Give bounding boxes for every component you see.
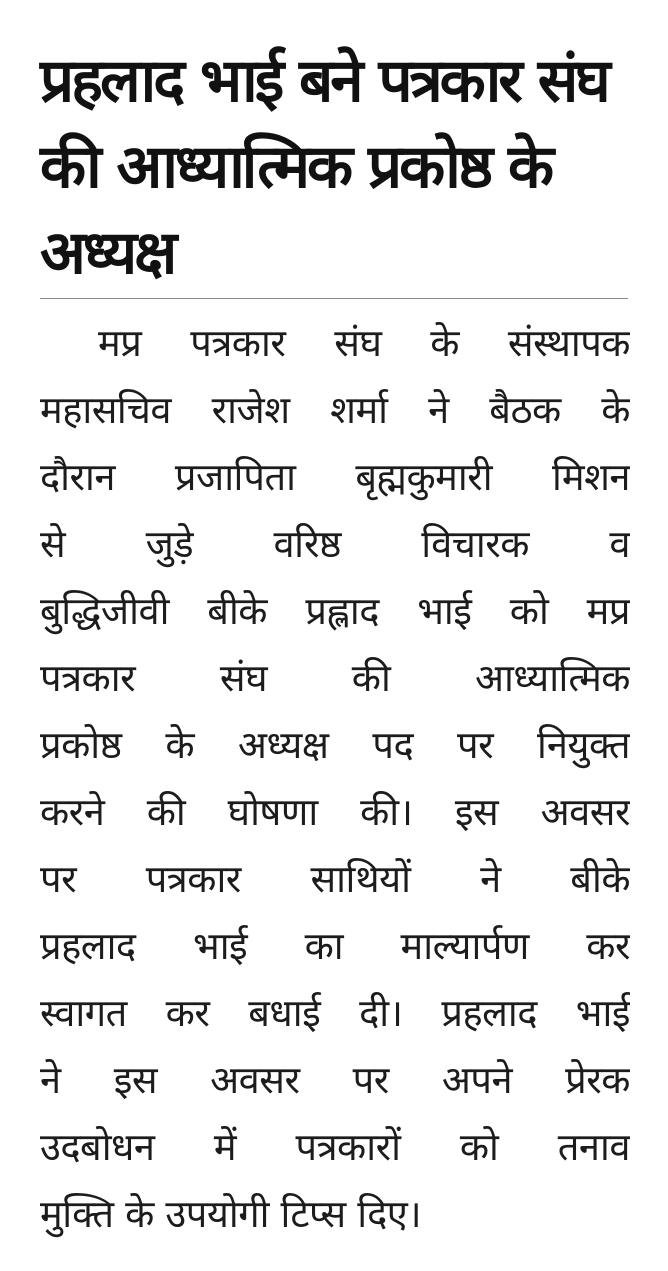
body-line: बुद्धिजीवी बीके प्रह्लाद भाई को मप्र [40, 589, 630, 633]
body-line: ने इस अवसर पर अपने प्रेरक [40, 1058, 630, 1102]
article-headline [40, 38, 630, 296]
body-line: दौरान प्रजापिता बृह्मकुमारी मिशन [40, 455, 630, 499]
body-line: मुक्ति के उपयोगी टिप्स दिए। [40, 1192, 422, 1236]
body-line: उदबोधन में पत्रकारों को तनाव [40, 1125, 630, 1169]
body-line: करने की घोषणा की। इस अवसर [40, 790, 630, 834]
body-line: प्रहलाद भाई का माल्यार्पण कर [40, 924, 630, 968]
body-line: पत्रकार संघ की आध्यात्मिक [40, 656, 630, 700]
body-line: मप्र पत्रकार संघ के संस्थापक [98, 321, 630, 365]
body-line: स्वागत कर बधाई दी। प्रहलाद भाई [40, 991, 630, 1035]
body-line: महासचिव राजेश शर्मा ने बैठक के [40, 388, 630, 432]
body-line: से जुड़े वरिष्ठ विचारक व [40, 522, 630, 566]
headline-line: अध्यक्ष [40, 218, 175, 288]
body-line: प्रकोष्ठ के अध्यक्ष पद पर नियुक्त [40, 723, 630, 767]
headline-line: की आध्यात्मिक प्रकोष्ठ के [40, 132, 552, 202]
headline-line: प्रहलाद भाई बने पत्रकार संघ [40, 46, 608, 116]
headline-divider [40, 298, 628, 299]
article-body [40, 310, 630, 1248]
body-line: पर पत्रकार साथियों ने बीके [40, 857, 630, 901]
